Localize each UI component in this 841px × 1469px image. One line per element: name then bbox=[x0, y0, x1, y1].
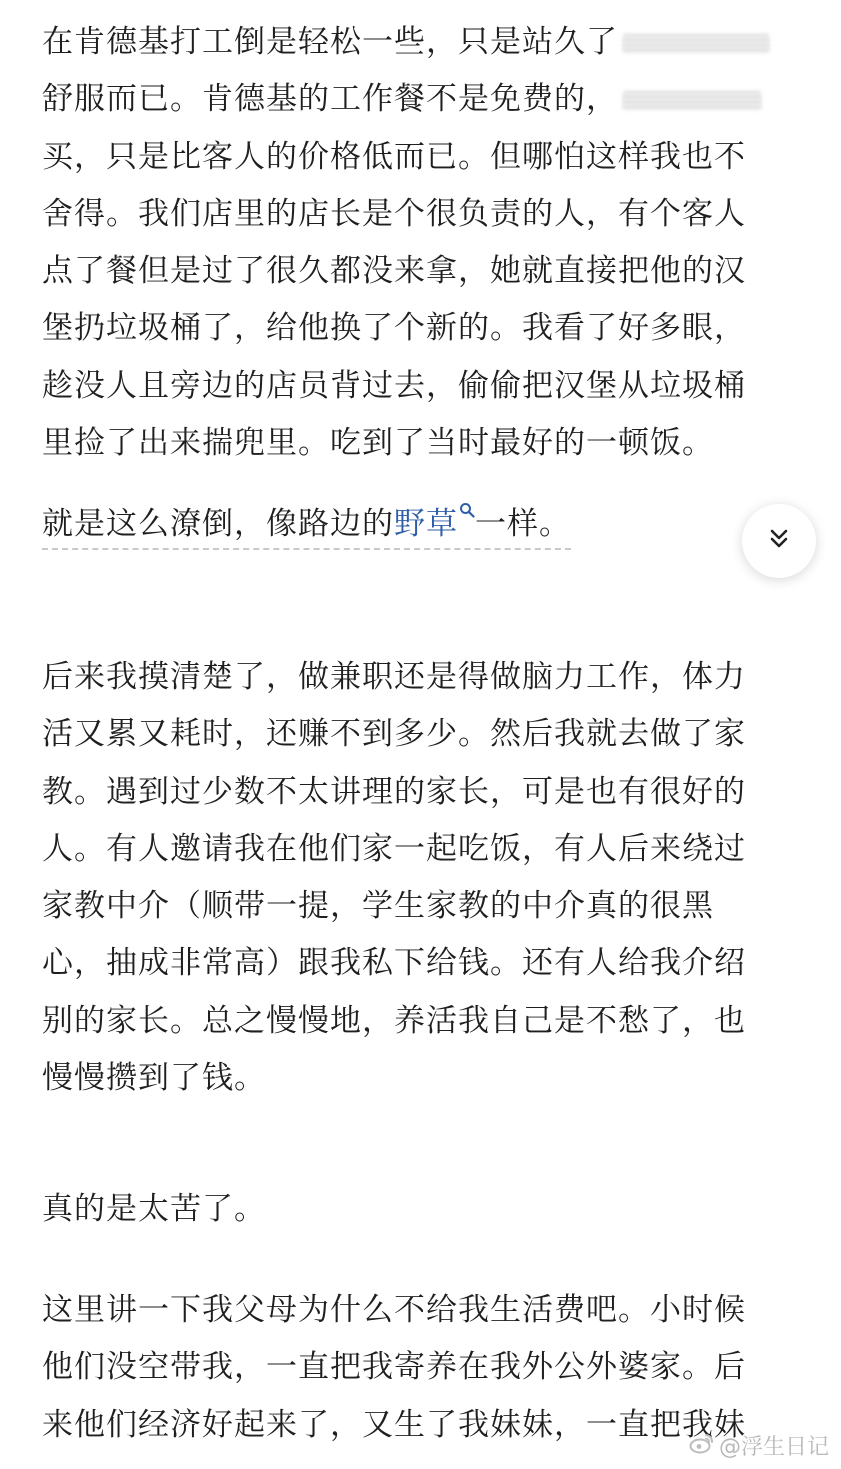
paragraph-kfc bbox=[42, 14, 812, 472]
text-line: 这里讲一下我父母为什么不给我生活费吧。小时候 bbox=[42, 1292, 746, 1328]
watermark bbox=[689, 1430, 829, 1461]
text-line: 家教中介（顺带一提，学生家教的中介真的很黑 bbox=[42, 888, 714, 925]
underlined-text bbox=[42, 506, 571, 550]
text-line: 人。有人邀请我在他们家一起吃饭，有人后来绕过 bbox=[42, 830, 746, 867]
text-line: 里捡了出来揣兜里。吃到了当时最好的一顿饭。 bbox=[42, 425, 714, 462]
line-text: 一样。 bbox=[475, 506, 571, 542]
text-line: 心，抽成非常高）跟我私下给钱。还有人给我介绍 bbox=[42, 945, 746, 982]
keyword-link[interactable] bbox=[394, 506, 475, 542]
text-line bbox=[42, 14, 812, 71]
double-chevron-down-icon bbox=[766, 526, 792, 556]
watermark-text: @浮生日记 bbox=[718, 1435, 829, 1460]
text-line: 真的是太苦了。 bbox=[42, 1191, 266, 1227]
text-line: 堡扔垃圾桶了，给他换了个新的。我看了好多眼， bbox=[42, 310, 746, 347]
redacted-text bbox=[622, 34, 770, 54]
keyword-link-label: 野草 bbox=[394, 506, 458, 542]
paragraph-hardship bbox=[42, 1181, 812, 1238]
text-line: 来他们经济好起来了，又生了我妹妹，一直把我妹 bbox=[42, 1406, 746, 1443]
text-line: 点了餐但是过了很久都没来拿，她就直接把他的汉 bbox=[42, 253, 746, 290]
text-line: 别的家长。总之慢慢地，养活我自己是不愁了，也 bbox=[42, 1002, 746, 1039]
line-text: 舒服而已。肯德基的工作餐不是免费的， bbox=[42, 81, 618, 118]
search-icon bbox=[459, 480, 475, 496]
expand-button[interactable] bbox=[742, 504, 816, 578]
text-line: 舍得。我们店里的店长是个很负责的人，有个客人 bbox=[42, 195, 746, 232]
text-line: 买，只是比客人的价格低而已。但哪怕这样我也不 bbox=[42, 138, 746, 175]
text-line: 慢慢攒到了钱。 bbox=[42, 1060, 266, 1097]
line-text: 在肯德基打工倒是轻松一些，只是站久了 bbox=[42, 24, 618, 60]
paragraph-weeds bbox=[42, 496, 812, 553]
text-line: 趁没人且旁边的店员背过去，偷偷把汉堡从垃圾桶 bbox=[42, 367, 746, 404]
weibo-logo-icon bbox=[689, 1432, 715, 1460]
paragraph-tutoring bbox=[42, 649, 812, 1107]
text-line: 活又累又耗时，还赚不到多少。然后我就去做了家 bbox=[42, 716, 746, 753]
text-line: 教。遇到过少数不太讲理的家长，可是也有很好的 bbox=[42, 773, 746, 810]
paragraph-parents bbox=[42, 1282, 812, 1454]
text-line: 他们没空带我，一直把我寄养在我外公外婆家。后 bbox=[42, 1349, 746, 1386]
text-line bbox=[42, 496, 812, 553]
line-text: 就是这么潦倒，像路边的 bbox=[42, 506, 394, 542]
text-line bbox=[42, 71, 812, 128]
text-line: 后来我摸清楚了，做兼职还是得做脑力工作，体力 bbox=[42, 659, 746, 695]
redacted-text bbox=[622, 91, 762, 111]
